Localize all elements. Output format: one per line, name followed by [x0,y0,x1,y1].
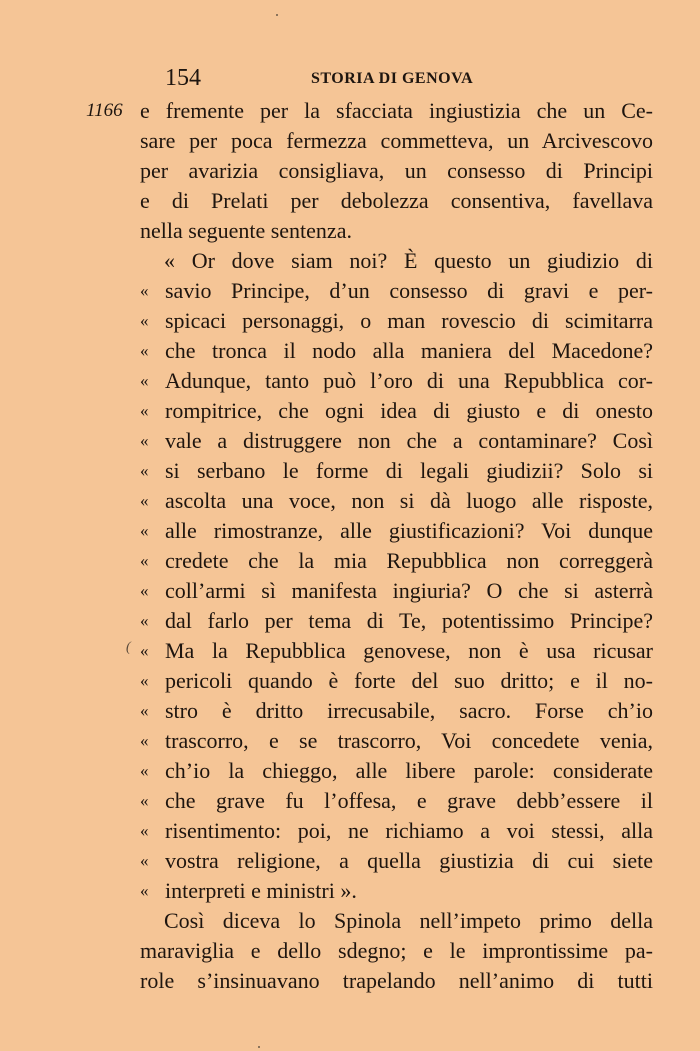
quote-line [140,546,653,576]
quote-mark: « [140,641,149,660]
quote-mark: « [140,521,149,540]
quote-line [140,576,653,606]
quote-mark: « [140,491,149,510]
quote-mark: « [140,401,149,420]
quote-line [140,516,653,546]
quote-line [140,786,653,816]
text-line: sare per poca fermezza commetteva, un Arcivescovo [140,128,653,153]
text-line: nella seguente sentenza. [140,218,352,243]
quote-line [140,756,653,786]
quote-mark: « [140,611,149,630]
quote-line [140,666,653,696]
quote-mark: « [140,581,149,600]
quote-line [140,876,653,906]
quote-line-text: stro è dritto irrecusabile, sacro. Forse ch’io [165,698,653,723]
quote-line-text: trascorro, e se trascorro, Voi concedete venia, [165,728,653,753]
paper-speck [258,1046,260,1048]
text-line: role s’insinuavano trapelando nell’animo di tutti [140,968,653,993]
quote-line-text: che grave fu l’offesa, e grave debb’essere il [165,788,653,813]
quote-line-text: risentimento: poi, ne richiamo a voi stessi, alla [165,818,653,843]
page-number: 154 [165,65,201,91]
quote-line [140,696,653,726]
quote-line-text: ch’io la chieggo, alle libere parole: considerate [165,758,653,783]
quote-mark: « [140,761,149,780]
quote-line-text: coll’armi sì manifesta ingiuria? O che si asterrà [165,578,653,603]
quote-mark: « [140,341,149,360]
quote-mark: « [140,671,149,690]
quote-line-text: Ma la Repubblica genovese, non è usa ricusar [165,638,653,663]
quote-line-text: alle rimostranze, alle giustificazioni? Voi dunque [165,518,653,543]
quote-line [140,726,653,756]
quote-mark: « [140,791,149,810]
quote-mark: « [140,281,149,300]
quote-line-text: savio Principe, d’un consesso di gravi e per- [165,278,653,303]
quote-line-text: ascolta una voce, non si dà luogo alle risposte, [165,488,653,513]
quote-line-text: rompitrice, che ogni idea di giusto e di onesto [165,398,653,423]
running-title: STORIA DI GENOVA [311,70,474,87]
quote-line [140,336,653,366]
quote-mark: « [140,881,149,900]
quote-line [140,306,653,336]
quote-line-text: interpreti e ministri ». [165,878,357,903]
quote-line-text: Adunque, tanto può l’oro di una Repubblica cor- [165,368,653,393]
margin-year-note: 1166 [86,100,123,121]
quote-mark: « [140,851,149,870]
text-line: maraviglia e dello sdegno; e le improntissime pa- [140,938,653,963]
quote-line [140,636,653,666]
quote-mark: « [140,431,149,450]
margin-mark: ( [126,640,131,655]
quote-mark: « [140,701,149,720]
quote-line [140,606,653,636]
quote-line [140,396,653,426]
quote-line [140,456,653,486]
quote-line-text: credete che la mia Repubblica non correggerà [165,548,653,573]
quote-line [140,276,653,306]
quote-mark: « [140,731,149,750]
text-line: « Or dove siam noi? È questo un giudizio di [164,248,653,273]
quote-mark: « [140,821,149,840]
quote-mark: « [140,461,149,480]
quote-line [140,426,653,456]
quote-line-text: si serbano le forme di legali giudizii? Solo si [165,458,653,483]
quote-mark: « [140,311,149,330]
quote-line [140,366,653,396]
text-line: per avarizia consigliava, un consesso di Principi [140,158,653,183]
paper-speck [276,14,278,16]
body-text [140,96,653,996]
quote-line [140,846,653,876]
quote-line-text: vale a distruggere non che a contaminare? Così [165,428,653,453]
text-line: e di Prelati per debolezza consentiva, favellava [140,188,653,213]
quote-line-text: che tronca il nodo alla maniera del Macedone? [165,338,653,363]
quote-line-text: vostra religione, a quella giustizia di cui siete [165,848,653,873]
page-header [165,64,485,92]
text-line: Così diceva lo Spinola nell’impeto primo della [164,908,653,933]
quote-line-text: dal farlo per tema di Te, potentissimo Principe? [165,608,653,633]
quote-line-text: pericoli quando è forte del suo dritto; e il no- [165,668,653,693]
quote-mark: « [140,371,149,390]
quote-mark: « [140,551,149,570]
quote-line-text: spicaci personaggi, o man rovescio di scimitarra [165,308,653,333]
text-line: e fremente per la sfacciata ingiustizia che un Ce- [140,98,653,123]
quote-line [140,816,653,846]
quote-line [140,486,653,516]
